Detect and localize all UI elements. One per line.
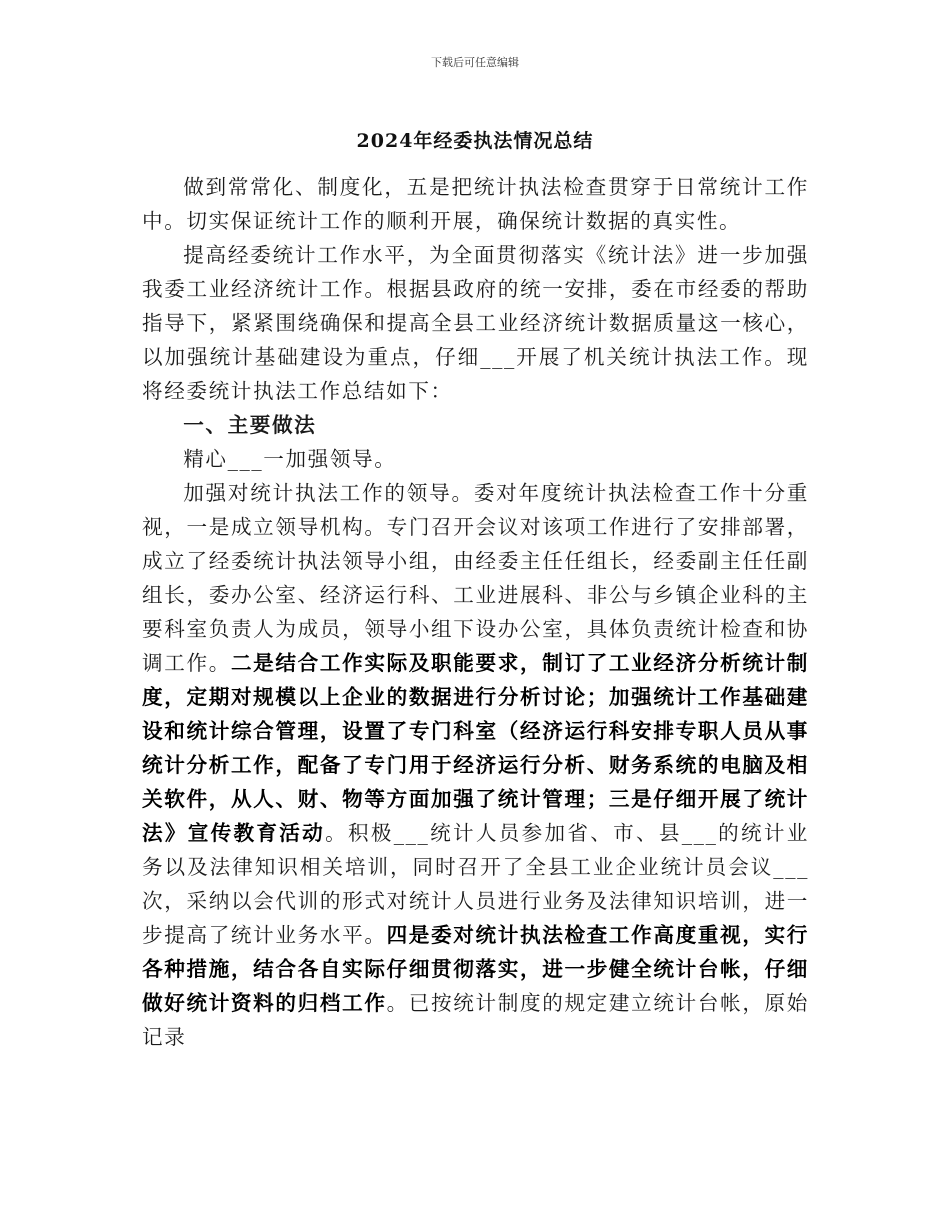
paragraph-4-bold-part-b: 二是结合工作实际及职能要求，制订了工业经济分析统计制度，定期对规模以上企业的数据进行分析讨论；加强统计工作基础建设和统计综合管理，设置了专门科室（经济运行科安排专职人员从事统计分析工作，配备了专门用于经济运行分析、财务系统的电脑及相关软件，从人、财、物等方面加强了统计管理；三是仔细开展了统计法》宣传教育活动 (142, 651, 809, 845)
page-header-note: 下载后可任意编辑 (431, 56, 519, 69)
document-title: 2024年经委执法情况总结 (356, 130, 594, 152)
paragraph-3: 精心___一加强领导。 (183, 447, 397, 471)
document-body (142, 170, 809, 1054)
section-heading-main-practices: 一、主要做法 (183, 413, 317, 437)
paragraph-4-part-c: 。积极___统计人员参加省、市、县___的统计业务以及法律知识相关培训，同时召开了全县工业企业统计员会议___次，采纳以会代训的形式对统计人员进行业务及法律知识培训，进一步提高了统计业务水平。 (142, 821, 809, 947)
paragraph-4-bold-part-d: 四是委对统计执法检查工作高度重视，实行各种措施，结合各自实际仔细贯彻落实，进一步健全统计台帐，仔细做好统计资料的归档工作 (142, 923, 809, 1015)
paragraph-2: 提高经委统计工作水平，为全面贯彻落实《统计法》进一步加强我委工业经济统计工作。根据县政府的统一安排，委在市经委的帮助指导下，紧紧围绕确保和提高全县工业经济统计数据质量这一核心，以加强统计基础建设为重点，仔细___开展了机关统计执法工作。现将经委统计执法工作总结如下： (142, 243, 809, 403)
paragraph-1: 做到常常化、制度化，五是把统计执法检查贯穿于日常统计工作中。切实保证统计工作的顺利开展，确保统计数据的真实性。 (142, 175, 809, 233)
paragraph-4-part-e: 。已按统计制度的规定建立统计台帐，原始记录 (142, 991, 809, 1049)
paragraph-4-part-a: 加强对统计执法工作的领导。委对年度统计执法检查工作十分重视，一是成立领导机构。专门召开会议对该项工作进行了安排部署，成立了经委统计执法领导小组，由经委主任任组长，经委副主任任副组长，委办公室、经济运行科、工业进展科、非公与乡镇企业科的主要科室负责人为成员，领导小组下设办公室，具体负责统计检查和协调工作。 (142, 481, 809, 675)
paragraph-4 (142, 476, 809, 1054)
